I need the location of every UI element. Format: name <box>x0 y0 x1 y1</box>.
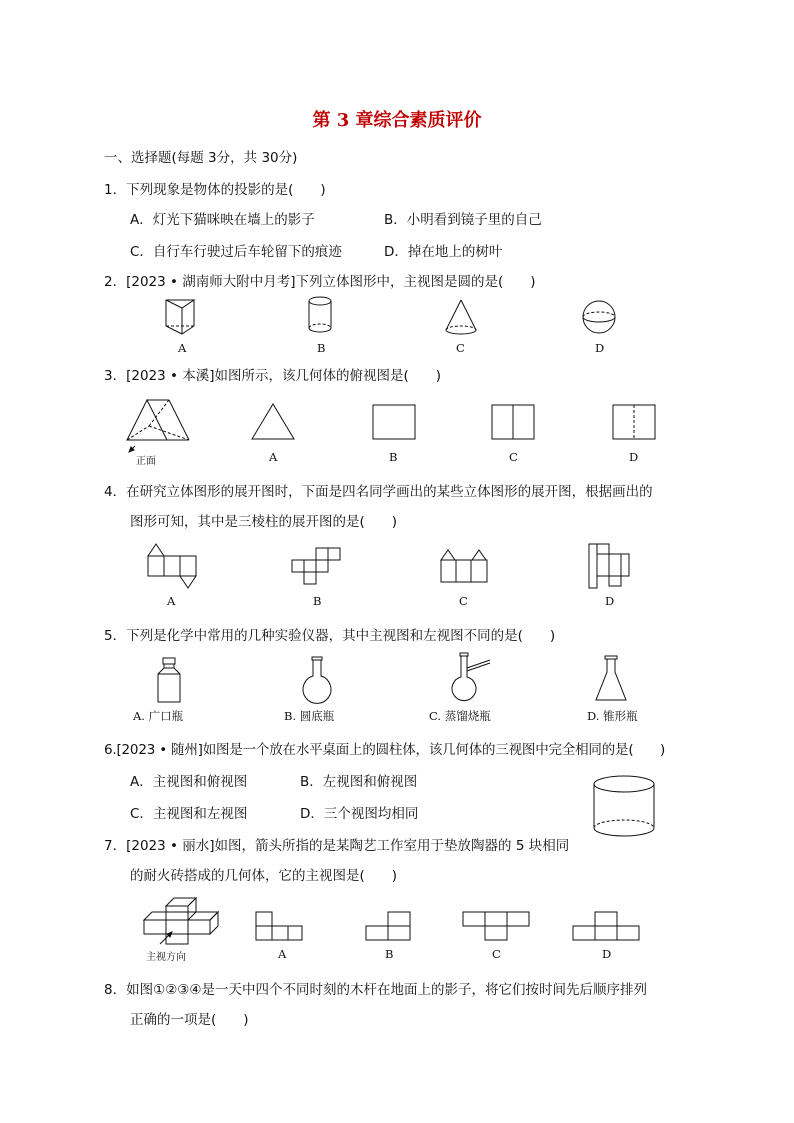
question-1-option-c: C．自行车行驶过后车轮留下的痕迹 <box>130 244 342 260</box>
q3-option-c-split-rectangle <box>491 404 535 440</box>
question-1-option-d: D．掉在地上的树叶 <box>384 244 503 260</box>
bricks-solid-figure <box>140 892 230 950</box>
net-option-c <box>439 546 489 586</box>
q3-label-c: C <box>509 450 518 464</box>
page-title: 第 3 章综合素质评价 <box>312 110 482 131</box>
q3-option-d-dashed-split-rectangle <box>612 404 656 440</box>
q3-option-a-triangle <box>251 402 295 440</box>
q4-label-b: B <box>313 594 322 608</box>
wide-mouth-bottle-figure <box>154 656 184 704</box>
question-4-stem-line1: 4．在研究立体图形的展开图时，下面是四名同学画出的某些立体图形的展开图，根据画出的 <box>104 484 653 500</box>
q3-label-b: B <box>389 450 398 464</box>
q3-label-d: D <box>629 450 639 464</box>
question-6-stem: 6.[2023 • 随州]如图是一个放在水平桌面上的圆柱体，该几何体的三视图中完全相同的是( ) <box>104 742 666 758</box>
question-1-option-a: A．灯光下猫咪映在墙上的影子 <box>130 212 315 228</box>
q4-label-a: A <box>167 594 176 608</box>
question-2-stem: 2．[2023 • 湖南师大附中月考]下列立体图形中，主视图是圆的是( ) <box>104 274 536 290</box>
conical-flask-figure <box>594 654 628 704</box>
question-5-stem: 5．下列是化学中常用的几种实验仪器，其中主视图和左视图不同的是( ) <box>104 628 556 644</box>
q2-label-b: B <box>317 341 326 355</box>
q7-label-b: B <box>385 947 394 961</box>
question-8-stem-line1: 8．如图①②③④是一天中四个不同时刻的木杆在地面上的影子，将它们按时间先后顺序排列 <box>104 982 647 998</box>
view-direction-label: 主视方向 <box>146 952 186 963</box>
q2-label-c: C <box>456 341 465 355</box>
q5-label-d: D. 锥形瓶 <box>587 709 638 723</box>
q5-label-a: A. 广口瓶 <box>133 709 184 723</box>
q2-label-d: D <box>595 341 605 355</box>
q7-label-d: D <box>602 947 612 961</box>
cylinder-figure <box>305 296 339 336</box>
question-6-option-c: C．主视图和左视图 <box>130 806 248 822</box>
cone-figure <box>443 298 479 338</box>
q3-option-b-rectangle <box>372 404 416 440</box>
q7-option-a-view <box>254 910 304 944</box>
question-6-option-b: B．左视图和俯视图 <box>300 774 418 790</box>
cylinder-on-table-figure <box>592 774 658 840</box>
question-1-option-b: B．小明看到镜子里的自己 <box>384 212 542 228</box>
question-3-stem: 3．[2023 • 本溪]如图所示，该几何体的俯视图是( ) <box>104 368 442 384</box>
question-7-stem-line2: 的耐火砖搭成的几何体，它的主视图是( ) <box>130 868 398 884</box>
section-heading: 一、选择题(每题 3分，共 30分) <box>104 150 298 166</box>
q7-option-d-view <box>571 910 643 944</box>
q5-label-c: C. 蒸馏烧瓶 <box>429 709 491 723</box>
q4-label-d: D <box>605 594 615 608</box>
q3-label-a: A <box>269 450 278 464</box>
question-6-option-d: D．三个视图均相同 <box>300 806 419 822</box>
net-option-b <box>290 546 344 586</box>
question-8-stem-line2: 正确的一项是( ) <box>130 1012 249 1028</box>
question-6-option-a: A．主视图和俯视图 <box>130 774 248 790</box>
q7-option-c-view <box>461 910 533 944</box>
sphere-figure <box>582 300 618 336</box>
net-option-d <box>587 542 633 592</box>
q7-option-b-view <box>364 910 414 944</box>
front-label: 正面 <box>136 456 156 467</box>
prism-solid-figure <box>125 396 195 456</box>
net-option-a <box>146 542 198 592</box>
question-7-stem-line1: 7．[2023 • 丽水]如图，箭头所指的是某陶艺工作室用于垫放陶器的 5 块相同 <box>104 838 570 854</box>
question-1-stem: 1．下列现象是物体的投影的是( ) <box>104 182 326 198</box>
q4-label-c: C <box>459 594 468 608</box>
q5-label-b: B. 圆底瓶 <box>284 709 335 723</box>
round-bottom-flask-figure <box>300 656 334 706</box>
triangular-prism-figure <box>160 296 200 336</box>
question-4-stem-line2: 图形可知，其中是三棱柱的展开图的是( ) <box>130 514 398 530</box>
q7-label-a: A <box>278 947 287 961</box>
q7-label-c: C <box>492 947 501 961</box>
q2-label-a: A <box>178 341 187 355</box>
distillation-flask-figure <box>450 652 494 706</box>
